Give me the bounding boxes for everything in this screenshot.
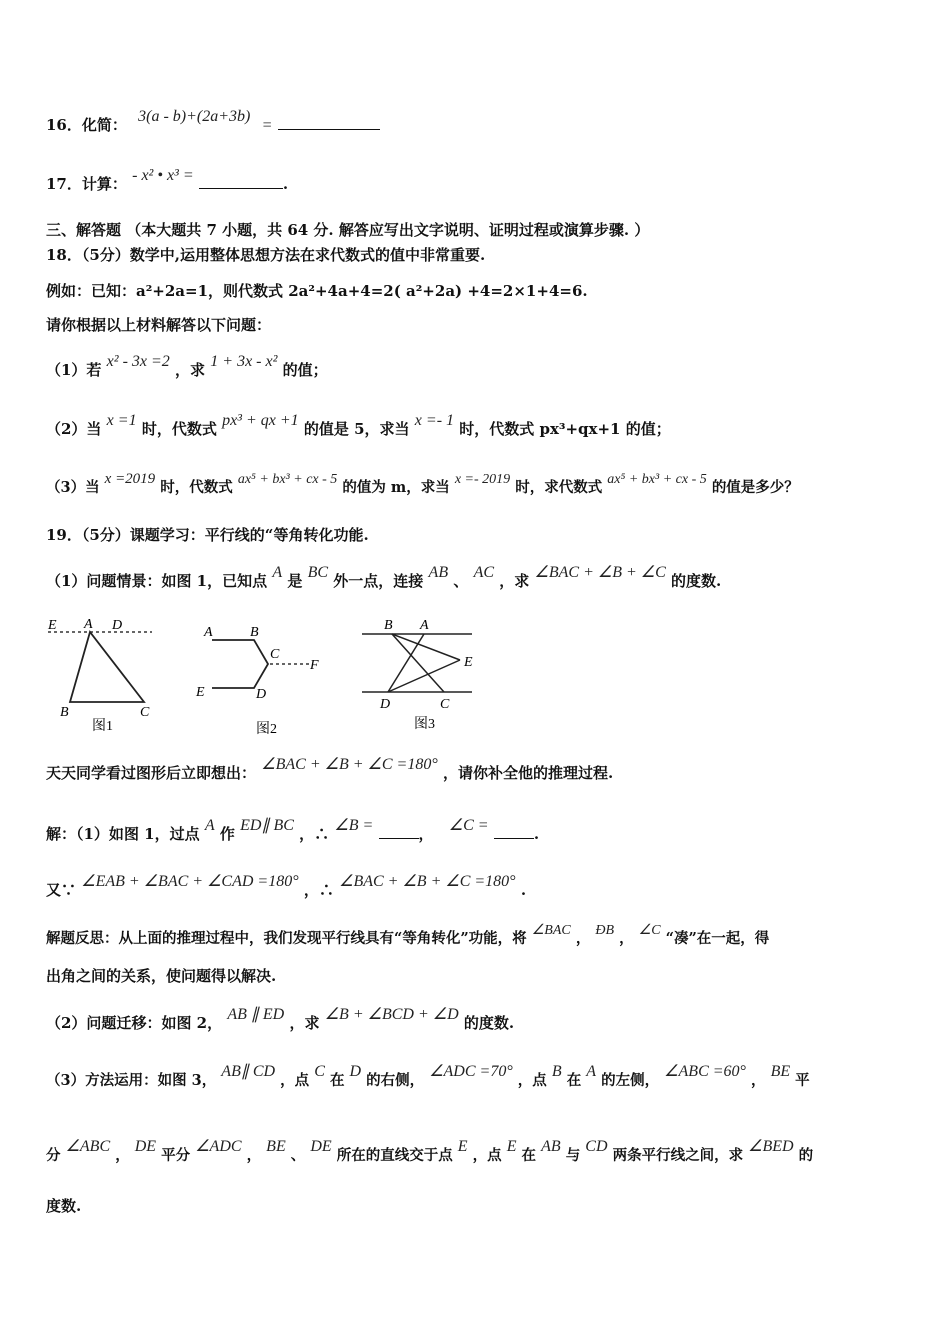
math: ∠BAC — [531, 923, 571, 938]
text: （3）方法运用：如图 3， — [46, 1072, 217, 1089]
text: . — [520, 881, 527, 899]
math: ∠B = — [334, 817, 374, 834]
math: x² - 3x =2 — [106, 353, 170, 370]
text: ，求 — [289, 1014, 320, 1032]
text: “凑”在一起，得 — [665, 930, 770, 947]
text: 时，求代数式 — [515, 479, 603, 496]
label: A — [204, 625, 213, 640]
section-heading: 三、解答题 （本大题共 7 小题，共 64 分. 解答应写出文字说明、证明过程或演算步骤. ） — [46, 221, 650, 239]
question-16 — [46, 108, 380, 136]
label: F — [310, 658, 319, 673]
label: E — [48, 618, 57, 633]
math: ∠BED — [748, 1138, 794, 1155]
math: B — [551, 1063, 562, 1080]
text: 两条平行线之间，求 — [612, 1147, 744, 1164]
text: 平 — [795, 1072, 810, 1089]
text: 与 — [565, 1147, 581, 1164]
answer-blank[interactable] — [199, 174, 283, 189]
math: AB — [541, 1138, 561, 1155]
math: DE — [310, 1138, 332, 1155]
text: ，∴ — [299, 825, 330, 843]
text: ， — [418, 825, 434, 843]
text: 的值； — [282, 361, 328, 379]
figure-1 — [44, 612, 164, 737]
q17-label: 17．计算： — [46, 175, 127, 193]
answer-blank[interactable] — [379, 824, 419, 839]
q19-solution-1 — [46, 817, 540, 845]
q19-think — [46, 756, 614, 784]
triangle-ABC — [70, 632, 144, 702]
text: 天天同学看过图形后立即想出： — [46, 764, 257, 782]
math: A — [586, 1063, 597, 1080]
q18-part1 — [46, 353, 328, 381]
math: ax⁵ + bx³ + cx - 5 — [237, 472, 338, 487]
text: （2）问题迁移：如图 2， — [46, 1014, 223, 1032]
broken-line-ABCDE — [212, 640, 268, 688]
math: ED∥ BC — [240, 817, 294, 834]
label: E — [196, 685, 205, 700]
text: ，点 — [517, 1072, 547, 1089]
q17-end: . — [282, 175, 289, 193]
segment-BE — [392, 634, 460, 660]
math: 1 + 3x - x² — [210, 353, 278, 370]
q19-part2 — [46, 1006, 515, 1034]
q18-part2 — [46, 412, 671, 440]
math: ∠ADC — [195, 1138, 242, 1155]
math: ∠BAC + ∠B + ∠C =180° — [261, 756, 438, 773]
text: . — [533, 825, 540, 843]
text: 的 — [798, 1147, 814, 1164]
text: ， — [115, 1147, 130, 1164]
text: 、 — [453, 572, 469, 590]
figure-3 — [358, 612, 478, 737]
q16-equals: = — [261, 117, 273, 134]
text: 平分 — [161, 1147, 191, 1164]
text: ， — [575, 930, 591, 947]
text: 的度数. — [671, 572, 722, 590]
text: 的右侧， — [366, 1072, 425, 1089]
math: ax⁵ + bx³ + cx - 5 — [607, 472, 707, 487]
label: A — [420, 618, 429, 633]
figure-caption: 图1 — [92, 719, 113, 734]
label: B — [250, 625, 259, 640]
math: ∠ABC =60° — [664, 1063, 746, 1080]
q19-part1 — [46, 564, 722, 592]
answer-blank[interactable] — [494, 824, 534, 839]
figure-caption: 图3 — [414, 717, 435, 732]
math: px³ + qx +1 — [222, 412, 299, 429]
math: ∠ADC =70° — [429, 1063, 513, 1080]
q17-expression: - x² • x³ = — [132, 167, 194, 184]
text: （3）当 — [46, 479, 100, 496]
text: 解：（1）如图 1，过点 — [46, 825, 200, 843]
text: ，点 — [472, 1147, 502, 1164]
q18-title: 18．（5分）数学中,运用整体思想方法在求代数式的值中非常重要. — [46, 246, 486, 264]
text: 解题反思：从上面的推理过程中，我们发现平行线具有“等角转化”功能，将 — [46, 930, 527, 947]
question-17 — [46, 167, 289, 195]
figure-caption: 图2 — [256, 722, 277, 737]
label: C — [140, 705, 150, 720]
text: 时，代数式 — [141, 420, 217, 438]
text: 的度数. — [463, 1014, 515, 1032]
text: 在 — [566, 1072, 582, 1089]
text: ， — [619, 930, 634, 947]
math: x =1 — [106, 412, 137, 429]
math: E — [506, 1138, 517, 1155]
text: ，请你补全他的推理过程. — [442, 764, 614, 782]
text: ，点 — [280, 1072, 310, 1089]
math: BE — [266, 1138, 286, 1155]
text: 的值是多少？ — [711, 479, 799, 496]
text: 、 — [290, 1147, 306, 1164]
math: AB ∥ ED — [227, 1006, 285, 1023]
text: 时，代数式 — [160, 479, 233, 496]
q19-reflect — [46, 923, 770, 950]
label: D — [256, 687, 267, 702]
text: ，求 — [175, 361, 206, 379]
text: （1）若 — [46, 361, 102, 379]
label: C — [440, 697, 450, 712]
label: B — [60, 705, 69, 720]
math: C — [314, 1063, 325, 1080]
math: x =- 2019 — [454, 472, 511, 487]
q18-part3 — [46, 471, 799, 499]
math: AB∥ CD — [221, 1063, 276, 1080]
q19-title: 19．（5分）课题学习：平行线的“等角转化功能. — [46, 526, 369, 544]
text: （2）当 — [46, 420, 102, 438]
answer-blank[interactable] — [278, 115, 380, 130]
math: ∠B + ∠BCD + ∠D — [324, 1006, 459, 1023]
math: ∠ABC — [65, 1138, 111, 1155]
label: E — [464, 655, 473, 670]
text: 外一点，连接 — [333, 572, 424, 590]
text: 的值是 5，求当 — [303, 420, 410, 438]
math: A — [272, 564, 283, 581]
text: 是 — [287, 572, 303, 590]
text: 所在的直线交于点 — [336, 1147, 453, 1164]
math: ∠BAC + ∠B + ∠C =180° — [339, 873, 516, 890]
text: ，∴ — [303, 881, 334, 899]
math: x =- 1 — [414, 412, 455, 429]
figure-2 — [192, 612, 332, 737]
q18-prompt: 请你根据以上材料解答以下问题： — [46, 316, 272, 334]
math: A — [204, 817, 215, 834]
math: DE — [134, 1138, 157, 1155]
label: D — [112, 618, 123, 633]
q19-part3-line3: 度数. — [46, 1197, 82, 1215]
label: C — [270, 647, 280, 662]
text: ， — [246, 1147, 262, 1164]
q19-reflect-cont: 出角之间的关系，使问题得以解决. — [46, 967, 277, 985]
text: （1）问题情景：如图 1，已知点 — [46, 572, 268, 590]
math: ÐB — [595, 923, 615, 938]
text: 作 — [219, 825, 235, 843]
math: ∠EAB + ∠BAC + ∠CAD =180° — [81, 873, 299, 890]
math: CD — [585, 1138, 608, 1155]
math: AB — [428, 564, 449, 581]
math: AC — [473, 564, 495, 581]
math: ∠BAC + ∠B + ∠C — [534, 564, 666, 581]
text: 在 — [521, 1147, 537, 1164]
label: A — [84, 617, 93, 632]
math: ∠C — [638, 923, 661, 938]
math: x =2019 — [104, 471, 156, 487]
text: ，求 — [499, 572, 530, 590]
math: D — [349, 1063, 362, 1080]
q16-label: 16．化简： — [46, 116, 127, 134]
text: 在 — [329, 1072, 345, 1089]
q16-expression: 3(a - b)+(2a+3b) — [138, 108, 251, 125]
label: D — [380, 697, 391, 712]
q19-part3-line2 — [46, 1138, 814, 1166]
q18-example: 例如：已知：a²+2a=1，则代数式 2a²+4a+4=2( a²+2a) +4=2×1+4=6. — [46, 282, 588, 300]
text: 时，代数式 px³+qx+1 的值； — [459, 420, 671, 438]
math: E — [457, 1138, 468, 1155]
text: 又∵ — [46, 881, 77, 899]
text: 分 — [46, 1147, 61, 1164]
text: 的左侧， — [601, 1072, 660, 1089]
math: ∠C = — [448, 817, 489, 834]
text: 的值为 m，求当 — [342, 479, 450, 496]
label: B — [384, 618, 393, 633]
math: BC — [307, 564, 329, 581]
text: ， — [751, 1072, 766, 1089]
q19-solution-2 — [46, 873, 527, 901]
q19-part3-line1 — [46, 1063, 810, 1091]
math: BE — [770, 1063, 791, 1080]
